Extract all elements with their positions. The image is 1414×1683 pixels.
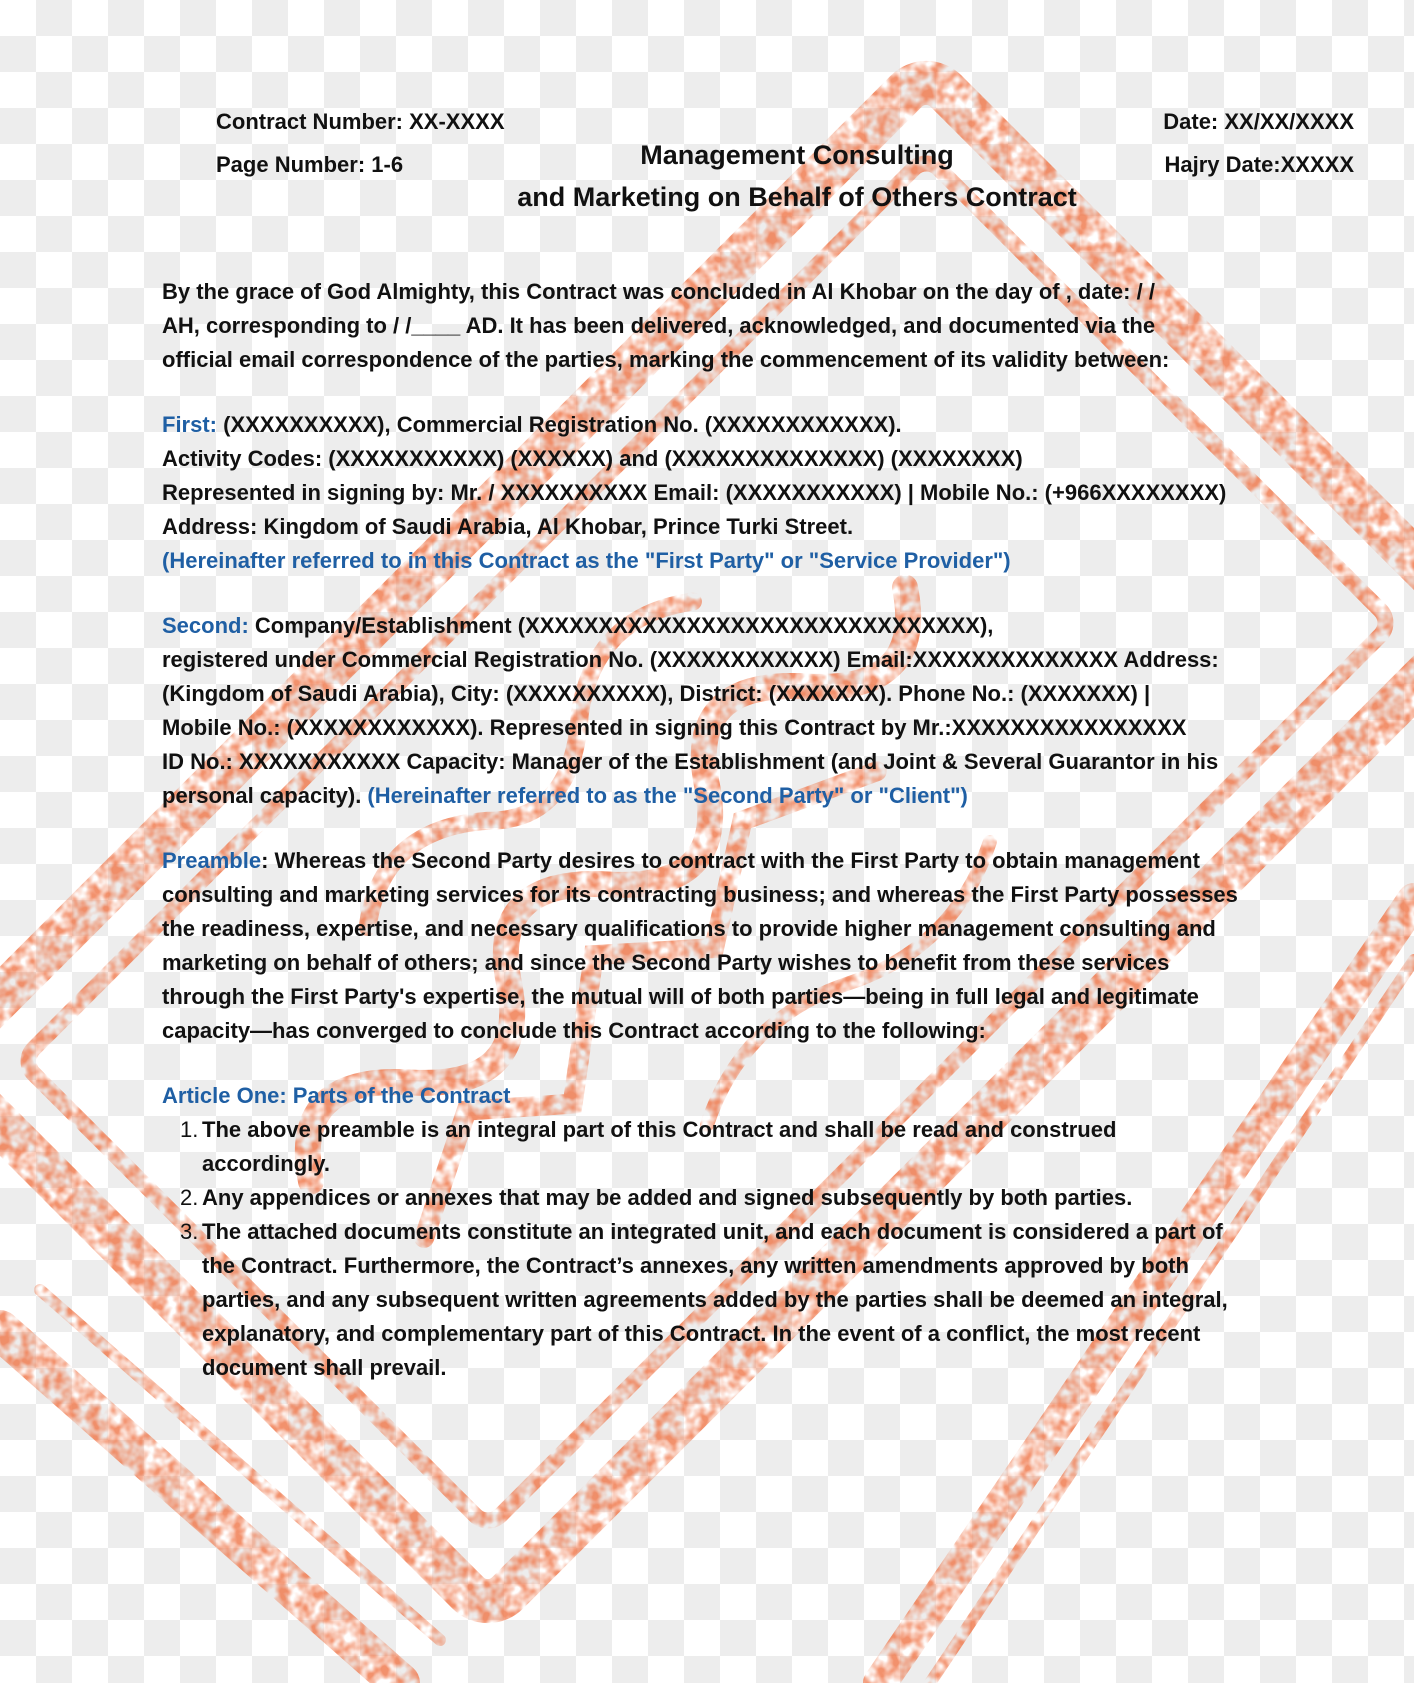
intro-line: official email correspondence of the parties, marking the commencement of its validity between:	[162, 347, 1170, 372]
first-party-line: Address: Kingdom of Saudi Arabia, Al Khobar, Prince Turki Street.	[162, 514, 854, 539]
list-item-line: the Contract. Furthermore, the Contract’s annexes, any written amendments approved by both	[202, 1253, 1189, 1278]
first-party-hereinafter: (Hereinafter referred to in this Contract as the "First Party" or "Service Provider")	[162, 548, 1011, 573]
second-party-line: registered under Commercial Registration No. (XXXXXXXXXXXX) Email:XXXXXXXXXXXXXX Address:	[162, 647, 1219, 672]
preamble-line: consulting and marketing services for its contracting business; and whereas the First Party possesses	[162, 882, 1238, 907]
header-left	[216, 107, 505, 193]
contract-body	[162, 275, 1362, 1385]
list-item	[162, 1113, 1362, 1181]
second-party-line: Mobile No.: (XXXXXXXXXXXX). Represented in signing this Contract by Mr.:XXXXXXXXXXXXXXXX	[162, 715, 1187, 740]
intro-paragraph	[162, 275, 1362, 377]
list-item-line: explanatory, and complementary part of this Contract. In the event of a conflict, the most recent	[202, 1321, 1201, 1346]
first-party-label: First:	[162, 412, 217, 437]
first-party-section	[162, 408, 1362, 578]
list-item-line: accordingly.	[202, 1151, 330, 1176]
header-right	[1163, 107, 1354, 193]
article-one-list	[162, 1113, 1362, 1385]
second-party-line: personal capacity).	[162, 783, 368, 808]
second-party-line: Company/Establishment (XXXXXXXXXXXXXXXXXXXXXXXXXXXXXXX),	[248, 613, 994, 638]
first-party-line: Activity Codes: (XXXXXXXXXXX) (XXXXXX) and (XXXXXXXXXXXXXX) (XXXXXXXX)	[162, 446, 1023, 471]
list-item-number: 2.	[180, 1185, 199, 1210]
article-one-heading: Article One: Parts of the Contract	[162, 1083, 511, 1108]
document-title	[470, 134, 1124, 218]
list-item-line: The attached documents constitute an integrated unit, and each document is considered a part of	[202, 1219, 1223, 1244]
preamble-line: capacity—has converged to conclude this Contract according to the following:	[162, 1018, 986, 1043]
title-line-2: and Marketing on Behalf of Others Contract	[517, 182, 1077, 212]
first-party-line: Represented in signing by: Mr. / XXXXXXXXXX Email: (XXXXXXXXXXX) | Mobile No.: (+966XXXXXXXX)	[162, 480, 1227, 505]
list-item-number: 3.	[180, 1219, 199, 1244]
date: Date: XX/XX/XXXX	[1163, 109, 1354, 134]
page-number: Page Number: 1-6	[216, 152, 404, 177]
preamble-section	[162, 844, 1362, 1048]
second-party-section	[162, 609, 1362, 813]
second-party-label: Second:	[162, 613, 249, 638]
second-party-hereinafter: (Hereinafter referred to as the "Second Party" or "Client")	[367, 783, 968, 808]
second-party-line: (Kingdom of Saudi Arabia), City: (XXXXXXXXXX), District: (XXXXXXX). Phone No.: (XXXXXXX) |	[162, 681, 1151, 706]
title-line-1: Management Consulting	[640, 140, 954, 170]
hajry-date: Hajry Date:XXXXX	[1164, 152, 1354, 177]
list-item-line: parties, and any subsequent written agreements added by the parties shall be deemed an integral,	[202, 1287, 1228, 1312]
contract-number: Contract Number: XX-XXXX	[216, 109, 505, 134]
preamble-line: marketing on behalf of others; and since the Second Party wishes to benefit from these services	[162, 950, 1170, 975]
preamble-label: Preamble	[162, 848, 262, 873]
article-one-section	[162, 1079, 1362, 1385]
intro-line: AH, corresponding to / /____ AD. It has been delivered, acknowledged, and documented via the	[162, 313, 1156, 338]
first-party-line: (XXXXXXXXXX), Commercial Registration No. (XXXXXXXXXXXX).	[217, 412, 902, 437]
preamble-line: through the First Party's expertise, the mutual will of both parties—being in full legal and legitimate	[162, 984, 1199, 1009]
intro-line: By the grace of God Almighty, this Contract was concluded in Al Khobar on the day of , date: / /	[162, 279, 1155, 304]
list-item	[162, 1181, 1362, 1215]
list-item-number: 1.	[180, 1117, 199, 1142]
list-item	[162, 1215, 1362, 1385]
list-item-line: Any appendices or annexes that may be added and signed subsequently by both parties.	[202, 1185, 1133, 1210]
preamble-line: the readiness, expertise, and necessary qualifications to provide higher management consulting and	[162, 916, 1216, 941]
preamble-line: : Whereas the Second Party desires to contract with the First Party to obtain management	[261, 848, 1200, 873]
second-party-line: ID No.: XXXXXXXXXXX Capacity: Manager of the Establishment (and Joint & Several Guarantor in his	[162, 749, 1219, 774]
list-item-line: document shall prevail.	[202, 1355, 447, 1380]
list-item-line: The above preamble is an integral part of this Contract and shall be read and construed	[202, 1117, 1117, 1142]
